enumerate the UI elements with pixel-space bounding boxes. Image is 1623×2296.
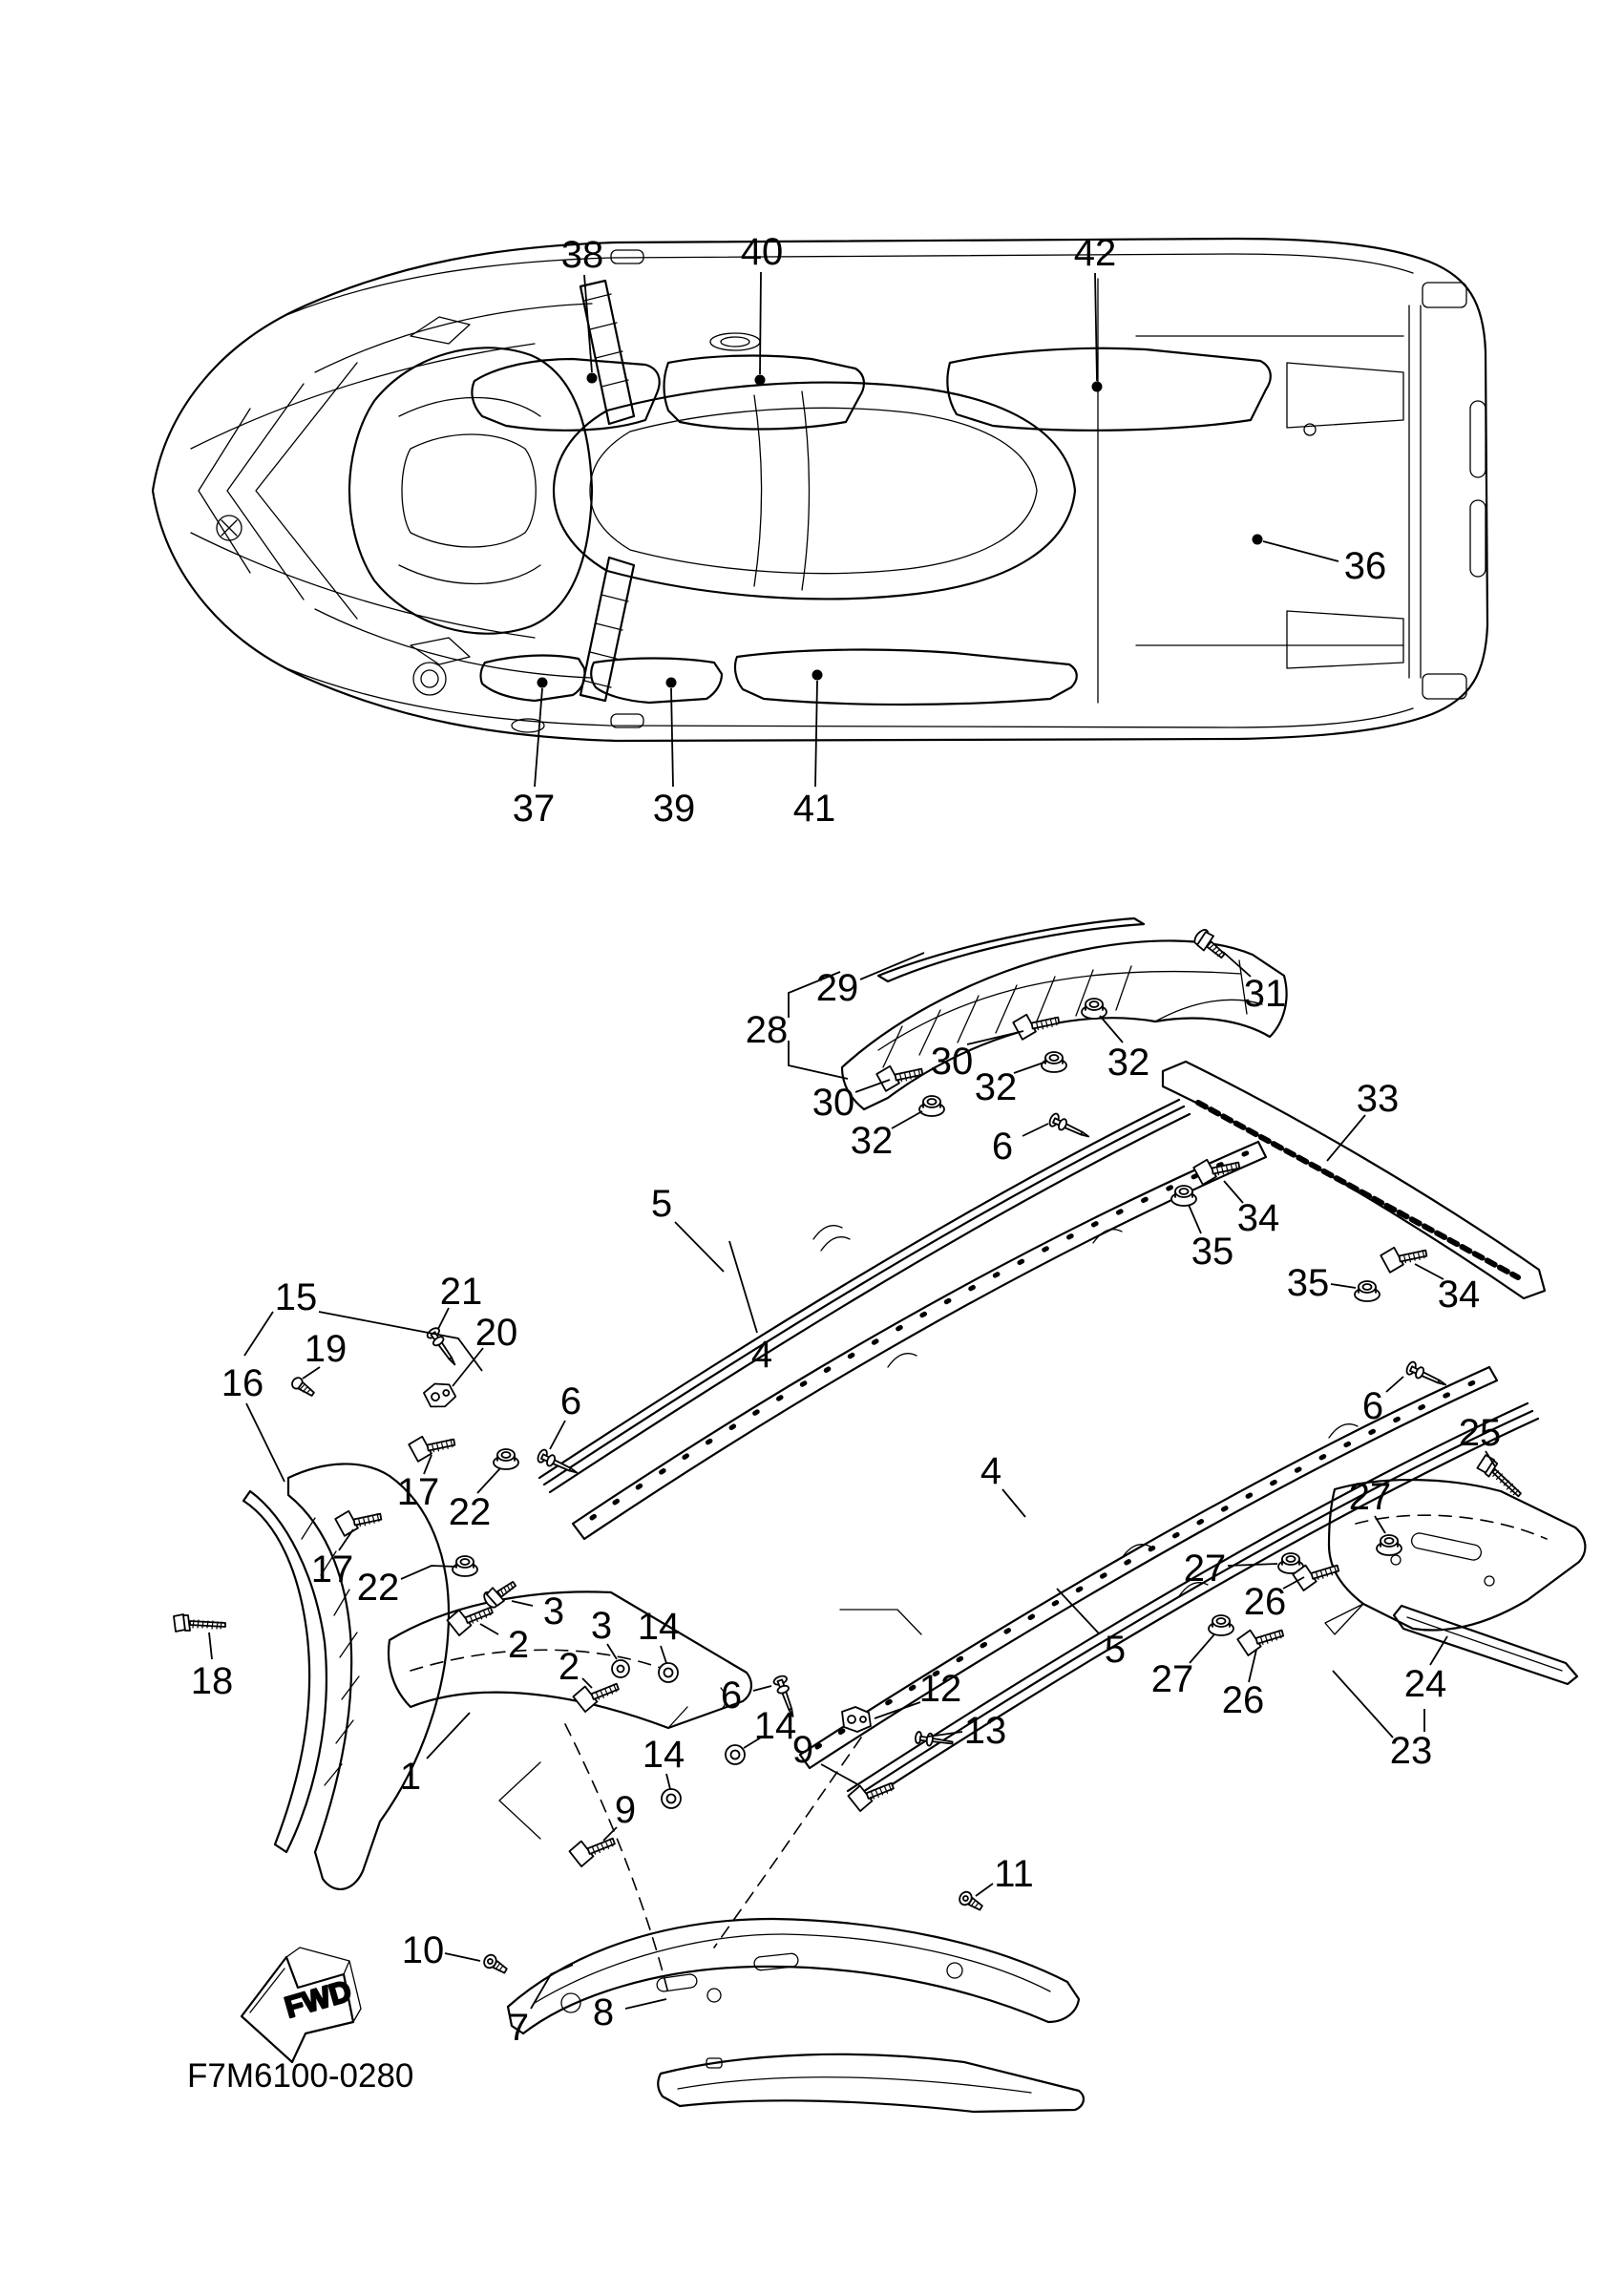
leader-dot-41	[812, 670, 823, 681]
leader-dot-40	[755, 375, 766, 386]
mat-38	[472, 359, 659, 431]
callout-5: 5	[650, 1183, 673, 1225]
callout-26: 26	[1221, 1679, 1265, 1721]
callout-33: 33	[1356, 1078, 1400, 1120]
screwpan-icon	[482, 1952, 510, 1976]
callout-3: 3	[542, 1590, 565, 1632]
mat-42	[947, 348, 1270, 431]
callout-36: 36	[1343, 545, 1387, 587]
drawing-code: F7M6100-0280	[187, 2057, 414, 2095]
callout-29: 29	[815, 967, 859, 1009]
callout-23: 23	[1389, 1730, 1433, 1772]
leader-line-22	[477, 1468, 500, 1493]
clamp-icon	[422, 1379, 457, 1412]
callout-6: 6	[991, 1126, 1014, 1168]
leader-line-29	[860, 953, 924, 979]
nut-icon	[1209, 1615, 1233, 1635]
callout-11: 11	[994, 1853, 1034, 1895]
leader-line-4	[1002, 1489, 1025, 1517]
leader-line-32	[892, 1111, 922, 1128]
callout-32: 32	[1107, 1042, 1150, 1084]
callout-27: 27	[1150, 1658, 1194, 1700]
leader-line-11	[976, 1884, 993, 1896]
leader-line-41	[815, 681, 817, 787]
leader-line-6	[550, 1421, 565, 1449]
leader-line-14	[661, 1646, 666, 1663]
callout-38: 38	[560, 234, 604, 276]
leader-line-14	[666, 1774, 670, 1789]
leader-line-28	[789, 1041, 848, 1079]
callout-6: 6	[720, 1675, 743, 1717]
tbolt-icon	[847, 1772, 896, 1813]
callout-10: 10	[401, 1929, 445, 1971]
leader-dot-39	[666, 678, 677, 688]
tbolt-icon	[568, 1827, 617, 1868]
screwhead-icon	[612, 1660, 629, 1677]
callout-39: 39	[652, 788, 696, 830]
tbolt-icon	[334, 1502, 383, 1537]
leader-line-5	[675, 1222, 724, 1272]
callout-9: 9	[614, 1789, 637, 1831]
callout-8: 8	[592, 1991, 615, 2033]
callout-9: 9	[791, 1729, 814, 1771]
callout-12: 12	[918, 1668, 962, 1710]
tbolt-icon	[1236, 1618, 1285, 1656]
leader-line-42	[1095, 273, 1097, 381]
deck-cap	[413, 663, 446, 695]
callout-30: 30	[930, 1041, 974, 1083]
callout-40: 40	[740, 231, 784, 273]
top-view	[153, 239, 1487, 741]
rivet-icon	[1405, 1360, 1449, 1390]
leader-line-38	[584, 275, 592, 372]
callout-41: 41	[792, 788, 836, 830]
part-15	[288, 1464, 449, 1888]
callout-1: 1	[399, 1756, 422, 1798]
clamp-icon	[842, 1707, 871, 1732]
console	[349, 348, 592, 633]
mat-37	[481, 656, 585, 701]
mat-39	[591, 659, 722, 704]
leader-line-15	[244, 1312, 273, 1356]
nut-icon	[1377, 1535, 1402, 1555]
callout-4: 4	[750, 1334, 773, 1376]
leader-line-33	[1327, 1115, 1365, 1161]
callout-16: 16	[221, 1362, 264, 1404]
leader-line-2	[480, 1624, 498, 1634]
callout-14: 14	[753, 1705, 797, 1747]
callout-17: 17	[396, 1471, 440, 1513]
leader-dot-38	[587, 373, 598, 384]
tbolt-icon	[1192, 1150, 1241, 1186]
leader-line-1	[427, 1713, 470, 1759]
callout-6: 6	[1361, 1385, 1384, 1427]
leader-line-40	[760, 272, 761, 374]
callout-32: 32	[850, 1120, 894, 1162]
callout-4: 4	[980, 1450, 1002, 1492]
callout-6: 6	[559, 1380, 582, 1422]
callout-34: 34	[1437, 1274, 1481, 1316]
callout-2: 2	[507, 1624, 530, 1666]
callout-37: 37	[512, 788, 556, 830]
callout-22: 22	[448, 1491, 492, 1533]
leader-line-18	[209, 1632, 212, 1659]
leader-line-37	[535, 688, 542, 787]
callout-31: 31	[1243, 973, 1287, 1015]
leader-line-8	[625, 1999, 666, 2009]
leader-line-6	[1386, 1377, 1403, 1392]
part-5-lower	[848, 1403, 1538, 1806]
callout-26: 26	[1243, 1581, 1287, 1623]
leader-dot-36	[1253, 535, 1263, 545]
callout-13: 13	[963, 1710, 1007, 1752]
callout-2: 2	[558, 1646, 580, 1688]
part-29	[878, 918, 1144, 981]
leader-line-6	[753, 1686, 771, 1691]
callout-30: 30	[812, 1082, 855, 1124]
nut-icon	[1082, 999, 1107, 1019]
rivet-icon	[537, 1448, 580, 1478]
callout-35: 35	[1286, 1262, 1330, 1304]
leader-line-16	[246, 1403, 285, 1482]
part-28	[842, 940, 1287, 1109]
leader-dot-42	[1092, 382, 1103, 392]
mat-41	[735, 650, 1077, 705]
part-16	[243, 1491, 327, 1852]
nut-icon	[1355, 1281, 1380, 1301]
part-4-upper	[573, 1142, 1266, 1539]
callout-24: 24	[1403, 1663, 1447, 1705]
callout-28: 28	[745, 1009, 789, 1051]
leader-line-22	[401, 1566, 456, 1579]
callout-27: 27	[1183, 1548, 1227, 1590]
leader-line-35	[1189, 1205, 1201, 1233]
leader-line-4	[729, 1241, 757, 1333]
callout-25: 25	[1458, 1412, 1502, 1454]
callout-20: 20	[474, 1312, 518, 1354]
callout-22: 22	[356, 1567, 400, 1609]
seat	[554, 383, 1075, 600]
callout-7: 7	[507, 2007, 530, 2049]
leader-line-3	[512, 1601, 533, 1606]
rivet-icon	[1048, 1112, 1092, 1142]
callout-32: 32	[974, 1066, 1018, 1108]
leader-line-36	[1263, 541, 1338, 561]
hexbolt-icon	[482, 1576, 519, 1610]
callout-35: 35	[1191, 1231, 1234, 1273]
callout-14: 14	[637, 1606, 681, 1648]
leader-line-2	[582, 1678, 592, 1688]
nut-icon	[494, 1449, 518, 1469]
leader-line-13	[928, 1732, 962, 1737]
tbolt-icon	[1012, 1005, 1061, 1041]
nut-icon	[919, 1096, 944, 1116]
leader-line-10	[445, 1953, 480, 1961]
callout-34: 34	[1236, 1197, 1280, 1239]
leader-dot-37	[537, 678, 548, 688]
leader-line-32	[1100, 1016, 1123, 1043]
fwd-arrow	[242, 1948, 361, 2062]
callout-15: 15	[274, 1276, 318, 1318]
callout-19: 19	[304, 1328, 348, 1370]
callout-42: 42	[1073, 232, 1117, 274]
footer	[187, 1948, 413, 2095]
leader-line-9	[821, 1764, 859, 1785]
callout-5: 5	[1104, 1629, 1127, 1671]
boltlong-icon	[1476, 1454, 1527, 1500]
grommet-icon	[659, 1663, 678, 1682]
grommet-icon	[726, 1745, 745, 1764]
leader-line-12	[875, 1702, 920, 1718]
fwd-label: FWD	[281, 1973, 355, 2025]
callout-3: 3	[590, 1605, 613, 1647]
leader-line-39	[671, 688, 673, 787]
callout-18: 18	[190, 1660, 234, 1702]
callout-21: 21	[439, 1271, 483, 1313]
callout-17: 17	[310, 1548, 354, 1590]
callout-layer	[191, 231, 1502, 2049]
callout-27: 27	[1348, 1476, 1392, 1518]
tbolt-icon	[408, 1427, 456, 1463]
callout-14: 14	[642, 1734, 685, 1776]
nut-icon	[1171, 1186, 1196, 1206]
grommet-icon	[662, 1789, 681, 1808]
boltlong-icon	[174, 1614, 225, 1632]
tbolt-icon	[875, 1057, 924, 1092]
leader-line-6	[1022, 1124, 1048, 1136]
leader-line-23	[1333, 1671, 1393, 1738]
leader-line-35	[1331, 1284, 1356, 1288]
